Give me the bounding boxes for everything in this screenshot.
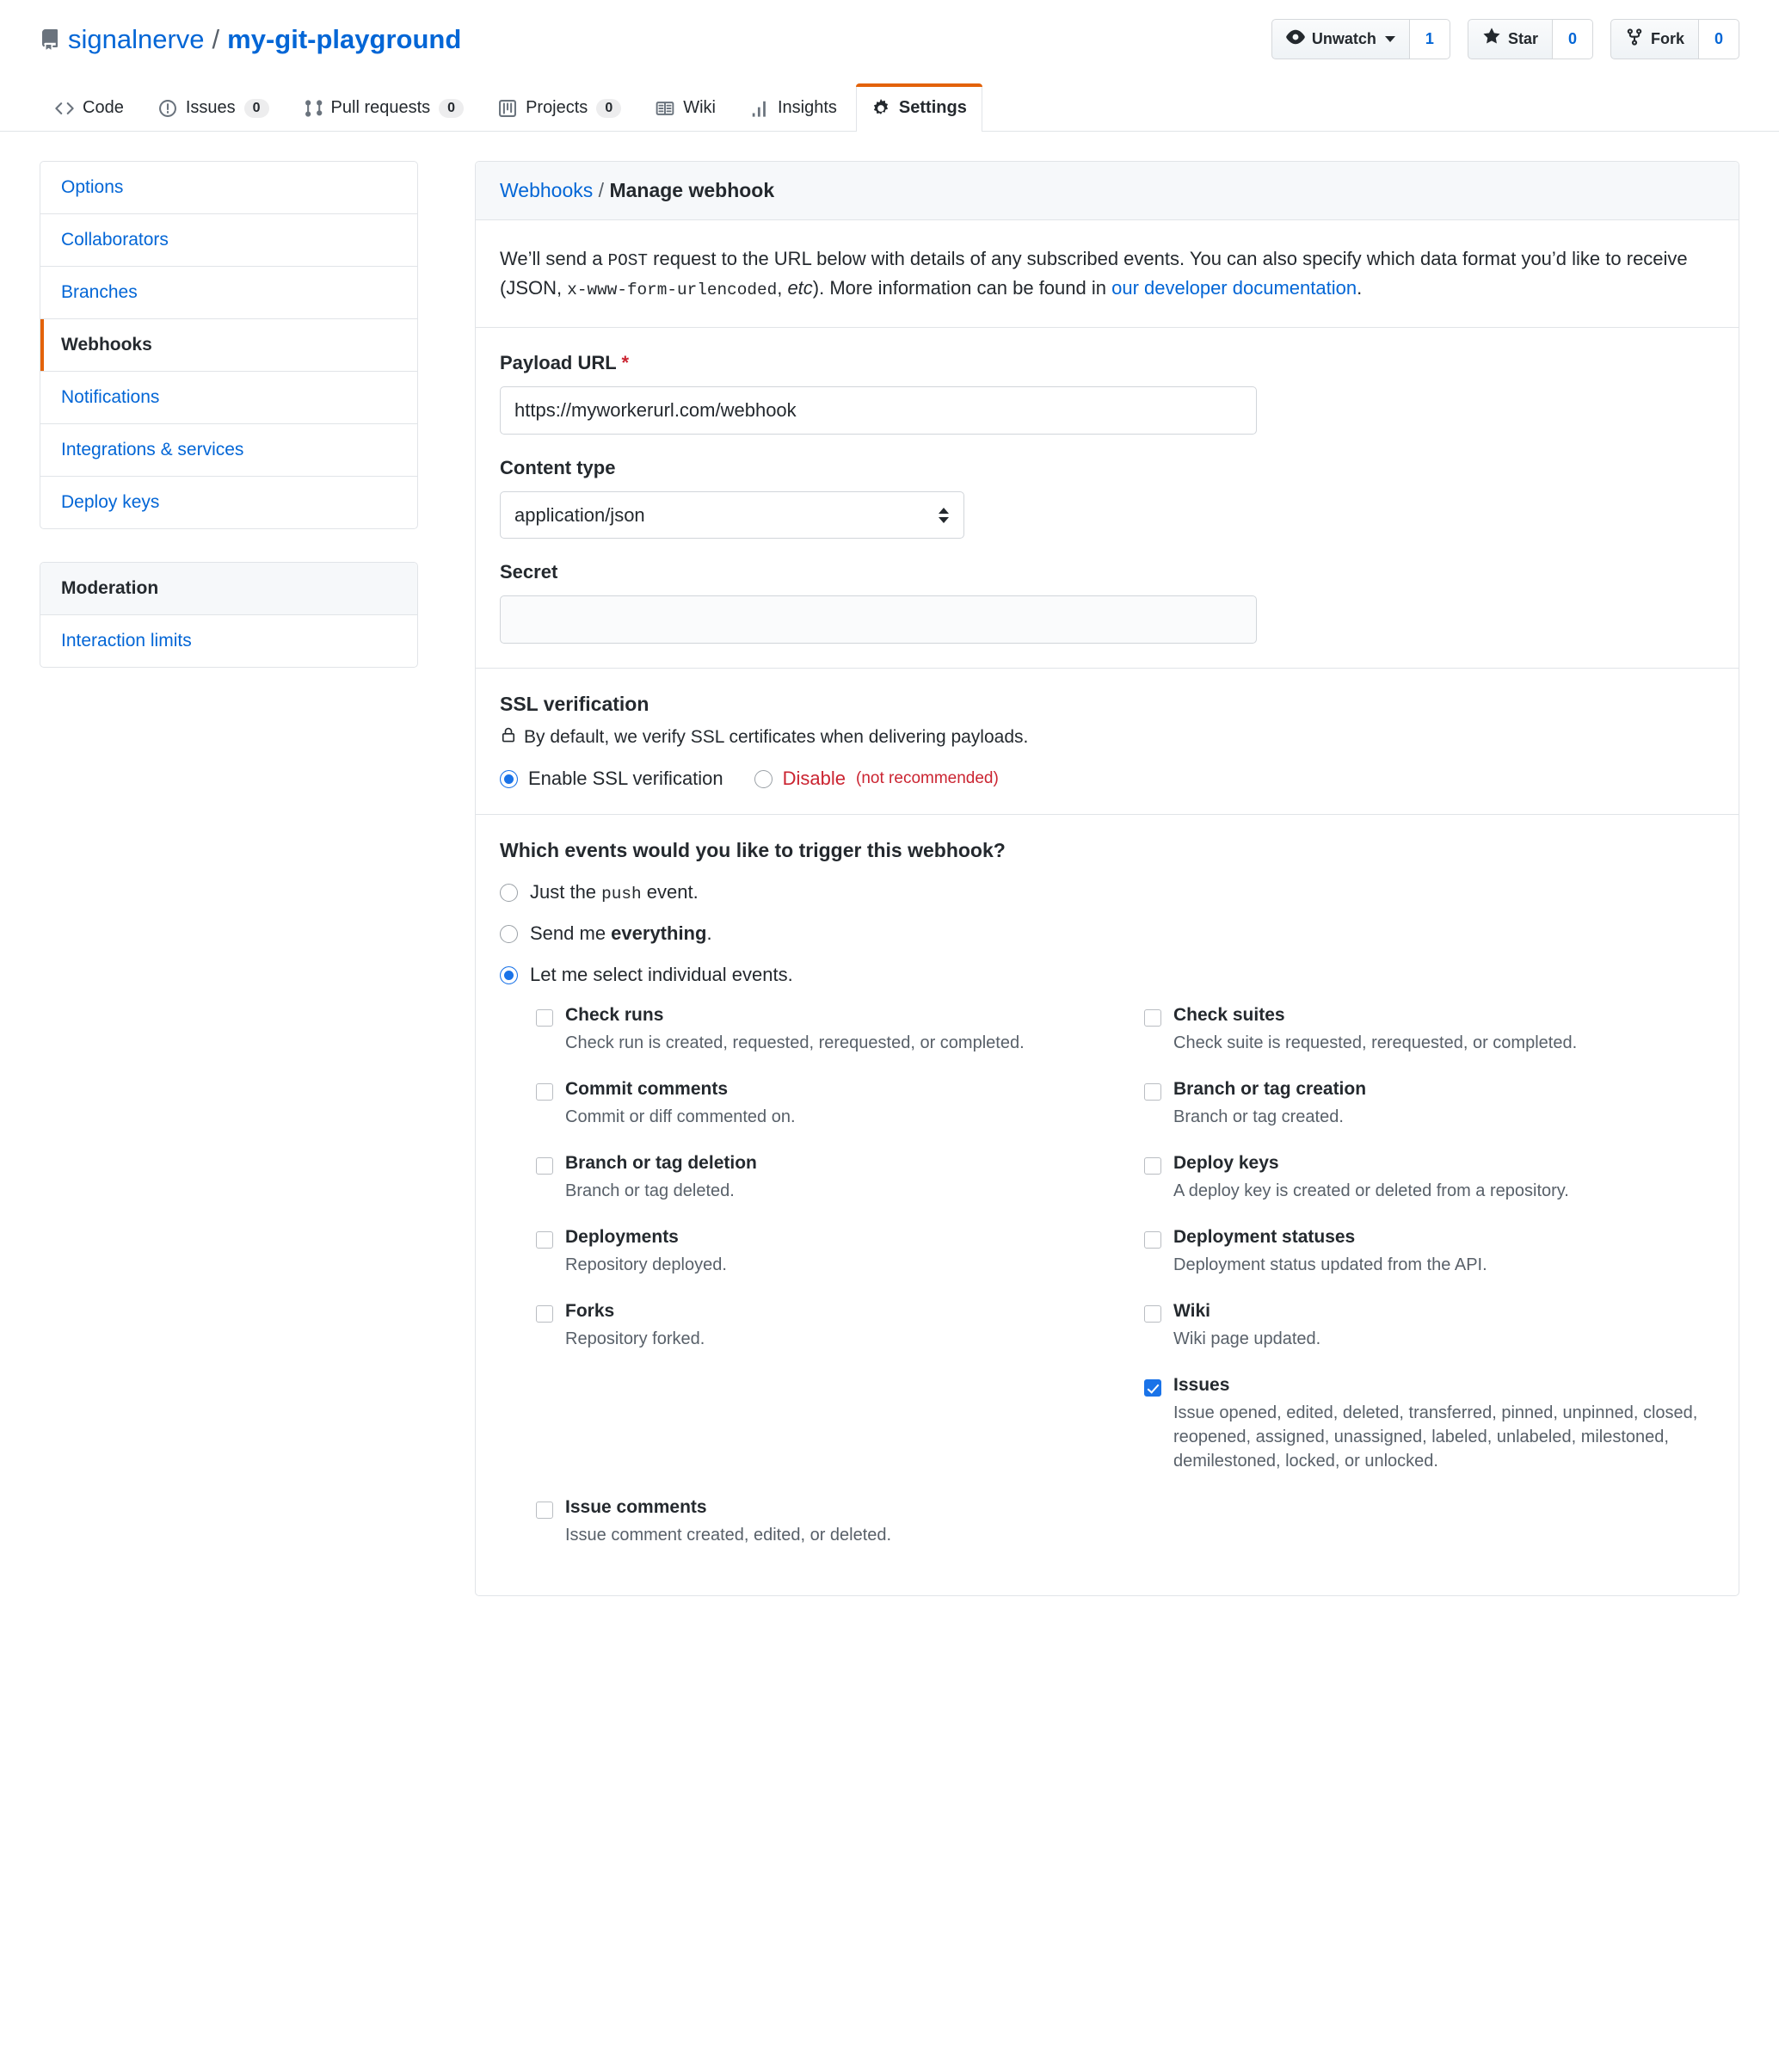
event-item-issues[interactable] (1144, 1375, 1714, 1473)
code-icon (55, 99, 74, 118)
event-checkbox-issue-comments[interactable] (536, 1502, 553, 1519)
star-count[interactable]: 0 (1553, 19, 1593, 59)
ssl-disable-radio[interactable] (754, 770, 773, 788)
secret-input[interactable] (500, 595, 1257, 644)
page-body (0, 132, 1779, 1596)
events-push-pre: Just the (530, 881, 602, 903)
tab-issues-label: Issues (185, 98, 236, 118)
events-everything-pre: Send me (530, 922, 612, 945)
fork-icon (1625, 28, 1644, 51)
repo-separator: / (212, 24, 220, 54)
star-button-group (1468, 19, 1593, 59)
event-checkbox-deploy-keys[interactable] (1144, 1157, 1161, 1175)
event-title-check-suites: Check suites (1173, 1005, 1285, 1026)
git-pull-request-icon (304, 99, 323, 118)
event-item-wiki[interactable] (1144, 1301, 1714, 1351)
tab-pull-requests-label: Pull requests (330, 98, 431, 118)
webhook-form-section (476, 328, 1739, 669)
event-item-forks[interactable] (536, 1301, 1106, 1351)
unwatch-button[interactable] (1271, 19, 1410, 59)
event-grid-spacer (536, 1375, 1106, 1473)
ssl-enable-label: Enable SSL verification (528, 768, 723, 790)
tab-projects-count: 0 (596, 99, 621, 118)
content-type-label: Content type (500, 457, 616, 479)
events-everything-radio[interactable] (500, 925, 518, 943)
payload-url-field (500, 352, 1714, 435)
events-individual-label: Let me select individual events. (530, 964, 793, 986)
tab-wiki-label: Wiki (683, 98, 716, 118)
event-item-check-runs[interactable] (536, 1005, 1106, 1055)
webhook-intro-section (476, 220, 1739, 328)
settings-menu (40, 161, 418, 529)
sidebar-item-options[interactable]: Options (40, 162, 417, 214)
event-item-check-suites[interactable] (1144, 1005, 1714, 1055)
tab-pull-requests[interactable] (288, 83, 480, 132)
event-desc-branch-or-tag-creation: Branch or tag created. (1173, 1107, 1344, 1127)
moderation-menu (40, 562, 418, 668)
tab-settings[interactable] (856, 83, 982, 132)
events-checkbox-grid (500, 1005, 1714, 1571)
event-checkbox-wiki[interactable] (1144, 1305, 1161, 1323)
tab-issues[interactable] (143, 83, 285, 132)
fork-button-group (1610, 19, 1739, 59)
sidebar-item-notifications[interactable]: Notifications (40, 372, 417, 424)
eye-icon (1286, 28, 1305, 51)
event-desc-deploy-keys: A deploy key is created or deleted from a repository. (1173, 1181, 1569, 1201)
event-item-branch-or-tag-deletion[interactable] (536, 1153, 1106, 1203)
event-title-deploy-keys: Deploy keys (1173, 1153, 1279, 1174)
sidebar-item-deploy-keys[interactable]: Deploy keys (61, 492, 160, 513)
tab-projects-label: Projects (526, 98, 588, 118)
tab-code-label: Code (83, 98, 124, 118)
watch-button-group (1271, 19, 1450, 59)
tab-insights-label: Insights (777, 98, 837, 118)
event-title-deployment-statuses: Deployment statuses (1173, 1227, 1356, 1248)
intro-text-4: ). More information can be found in (812, 277, 1112, 299)
webhook-panel (475, 161, 1739, 1596)
event-item-deploy-keys[interactable] (1144, 1153, 1714, 1203)
intro-code-urlencoded: x-www-form-urlencoded (567, 281, 778, 300)
intro-text-3: , (777, 277, 788, 299)
intro-text-5: . (1357, 277, 1363, 299)
repo-nav-tabs (0, 83, 1779, 132)
event-desc-check-suites: Check suite is requested, rerequested, or completed. (1173, 1033, 1578, 1053)
ssl-enable-radio[interactable] (500, 770, 518, 788)
event-item-branch-or-tag-creation[interactable] (1144, 1079, 1714, 1129)
tab-insights[interactable] (735, 83, 853, 132)
repo-icon (40, 29, 60, 50)
sidebar-item-collaborators[interactable]: Collaborators (40, 214, 417, 267)
events-everything-strong: everything (611, 922, 707, 945)
webhook-intro-text (500, 244, 1714, 303)
sidebar-item-webhooks[interactable]: Webhooks (40, 319, 417, 372)
chevron-down-icon (1385, 36, 1395, 42)
event-desc-issue-comments: Issue comment created, edited, or deleted. (565, 1526, 892, 1545)
tab-issues-count: 0 (244, 99, 269, 118)
event-desc-check-runs: Check run is created, requested, rerequested, or completed. (565, 1033, 1025, 1053)
breadcrumb-separator: / (598, 179, 605, 202)
repo-actions (1271, 19, 1739, 59)
issue-opened-icon (158, 99, 177, 118)
content-type-select[interactable] (500, 491, 964, 539)
events-push-code: push (601, 885, 642, 904)
events-section (476, 815, 1739, 1595)
content-type-field (500, 457, 1714, 539)
repo-name-link[interactable]: my-git-playground (227, 24, 462, 54)
event-title-deployments: Deployments (565, 1227, 679, 1248)
tab-projects[interactable] (483, 83, 637, 132)
moderation-heading: Moderation (40, 563, 417, 615)
events-option-push[interactable] (500, 881, 1714, 903)
event-checkbox-branch-or-tag-creation[interactable] (1144, 1083, 1161, 1101)
settings-sidebar (40, 161, 418, 668)
event-desc-deployments: Repository deployed. (565, 1255, 727, 1275)
event-title-branch-or-tag-deletion: Branch or tag deletion (565, 1153, 757, 1174)
developer-documentation-link[interactable]: our developer documentation (1111, 277, 1357, 299)
events-individual-radio[interactable] (500, 966, 518, 984)
events-question: Which events would you like to trigger this webhook? (500, 839, 1006, 862)
secret-label: Secret (500, 561, 558, 583)
ssl-note (500, 726, 1714, 749)
repo-owner-link[interactable]: signalnerve (68, 24, 205, 54)
event-desc-wiki: Wiki page updated. (1173, 1329, 1321, 1349)
breadcrumb-current: Manage webhook (609, 179, 775, 202)
project-icon (498, 99, 517, 118)
events-option-everything[interactable] (500, 922, 1714, 945)
payload-url-required-marker: * (621, 352, 629, 374)
ssl-disable-option[interactable] (754, 768, 999, 790)
ssl-section-title: SSL verification (500, 693, 649, 716)
event-checkbox-check-suites[interactable] (1144, 1009, 1161, 1027)
intro-text-1: We’ll send a (500, 248, 608, 270)
star-icon (1482, 28, 1501, 51)
graph-icon (750, 99, 769, 118)
events-push-label (530, 881, 699, 903)
event-desc-branch-or-tag-deletion: Branch or tag deleted. (565, 1181, 735, 1201)
star-label: Star (1507, 30, 1538, 47)
gear-icon (871, 99, 890, 118)
ssl-verification-section (476, 669, 1739, 815)
tab-code[interactable] (40, 83, 139, 132)
event-desc-issues: Issue opened, edited, deleted, transferred, pinned, unpinned, closed, reopened, assigned, unassigned, labeled, unlabeled, milestoned, demilestoned, locked, or unlocked. (1173, 1403, 1698, 1471)
event-item-deployments[interactable] (536, 1227, 1106, 1277)
tab-settings-label: Settings (898, 98, 967, 118)
sidebar-item-branches[interactable]: Branches (40, 267, 417, 319)
intro-em-etc: etc (787, 277, 813, 299)
event-title-commit-comments: Commit comments (565, 1079, 729, 1100)
breadcrumb (476, 162, 1739, 220)
event-item-deployment-statuses[interactable] (1144, 1227, 1714, 1277)
secret-field (500, 561, 1714, 644)
repo-header (0, 0, 1779, 57)
fork-button[interactable] (1610, 19, 1699, 59)
event-desc-forks: Repository forked. (565, 1329, 705, 1349)
event-checkbox-check-runs[interactable] (536, 1009, 553, 1027)
unwatch-label: Unwatch (1311, 30, 1376, 47)
intro-text-2: request to the URL below with details of any subscribed events. You can also specify which data format you’d like to receive (JSON, (500, 248, 1688, 299)
events-option-individual[interactable] (500, 964, 1714, 986)
event-desc-commit-comments: Commit or diff commented on. (565, 1107, 796, 1127)
fork-label: Fork (1650, 30, 1684, 47)
event-checkbox-deployments[interactable] (536, 1231, 553, 1249)
book-icon (656, 99, 674, 118)
fork-count[interactable]: 0 (1699, 19, 1739, 59)
event-title-forks: Forks (565, 1301, 615, 1322)
breadcrumb-webhooks-link[interactable]: Webhooks (500, 179, 594, 202)
event-item-issue-comments[interactable] (536, 1497, 1106, 1547)
event-item-commit-comments[interactable] (536, 1079, 1106, 1129)
events-everything-post: . (706, 922, 712, 945)
event-title-branch-or-tag-creation: Branch or tag creation (1173, 1079, 1367, 1100)
event-checkbox-branch-or-tag-deletion[interactable] (536, 1157, 553, 1175)
content-type-select-wrap (500, 491, 964, 539)
event-checkbox-issues[interactable] (1144, 1379, 1161, 1397)
sidebar-item-interaction-limits[interactable]: Interaction limits (61, 631, 192, 651)
tab-pull-requests-count: 0 (439, 99, 464, 118)
star-button[interactable] (1468, 19, 1553, 59)
payload-url-label-text: Payload URL (500, 352, 617, 374)
ssl-radio-group (500, 768, 1714, 790)
lock-icon (500, 726, 517, 749)
watch-count[interactable]: 1 (1410, 19, 1450, 59)
ssl-disable-hint: (not recommended) (856, 769, 999, 788)
payload-url-label (500, 352, 1714, 374)
event-title-check-runs: Check runs (565, 1005, 664, 1026)
payload-url-input[interactable] (500, 386, 1257, 435)
events-everything-label (530, 922, 712, 945)
events-push-radio[interactable] (500, 884, 518, 902)
ssl-enable-option[interactable] (500, 768, 723, 790)
ssl-note-text: By default, we verify SSL certificates when delivering payloads. (524, 727, 1029, 748)
event-checkbox-forks[interactable] (536, 1305, 553, 1323)
event-checkbox-commit-comments[interactable] (536, 1083, 553, 1101)
event-title-issues: Issues (1173, 1375, 1230, 1396)
tab-wiki[interactable] (640, 83, 731, 132)
sidebar-item-integrations-services[interactable]: Integrations & services (40, 424, 417, 477)
event-checkbox-deployment-statuses[interactable] (1144, 1231, 1161, 1249)
event-title-wiki: Wiki (1173, 1301, 1210, 1322)
event-title-issue-comments: Issue comments (565, 1497, 707, 1518)
event-desc-deployment-statuses: Deployment status updated from the API. (1173, 1255, 1487, 1275)
intro-code-post: POST (607, 251, 649, 271)
ssl-disable-label: Disable (782, 768, 846, 790)
events-push-post: event. (641, 881, 699, 903)
